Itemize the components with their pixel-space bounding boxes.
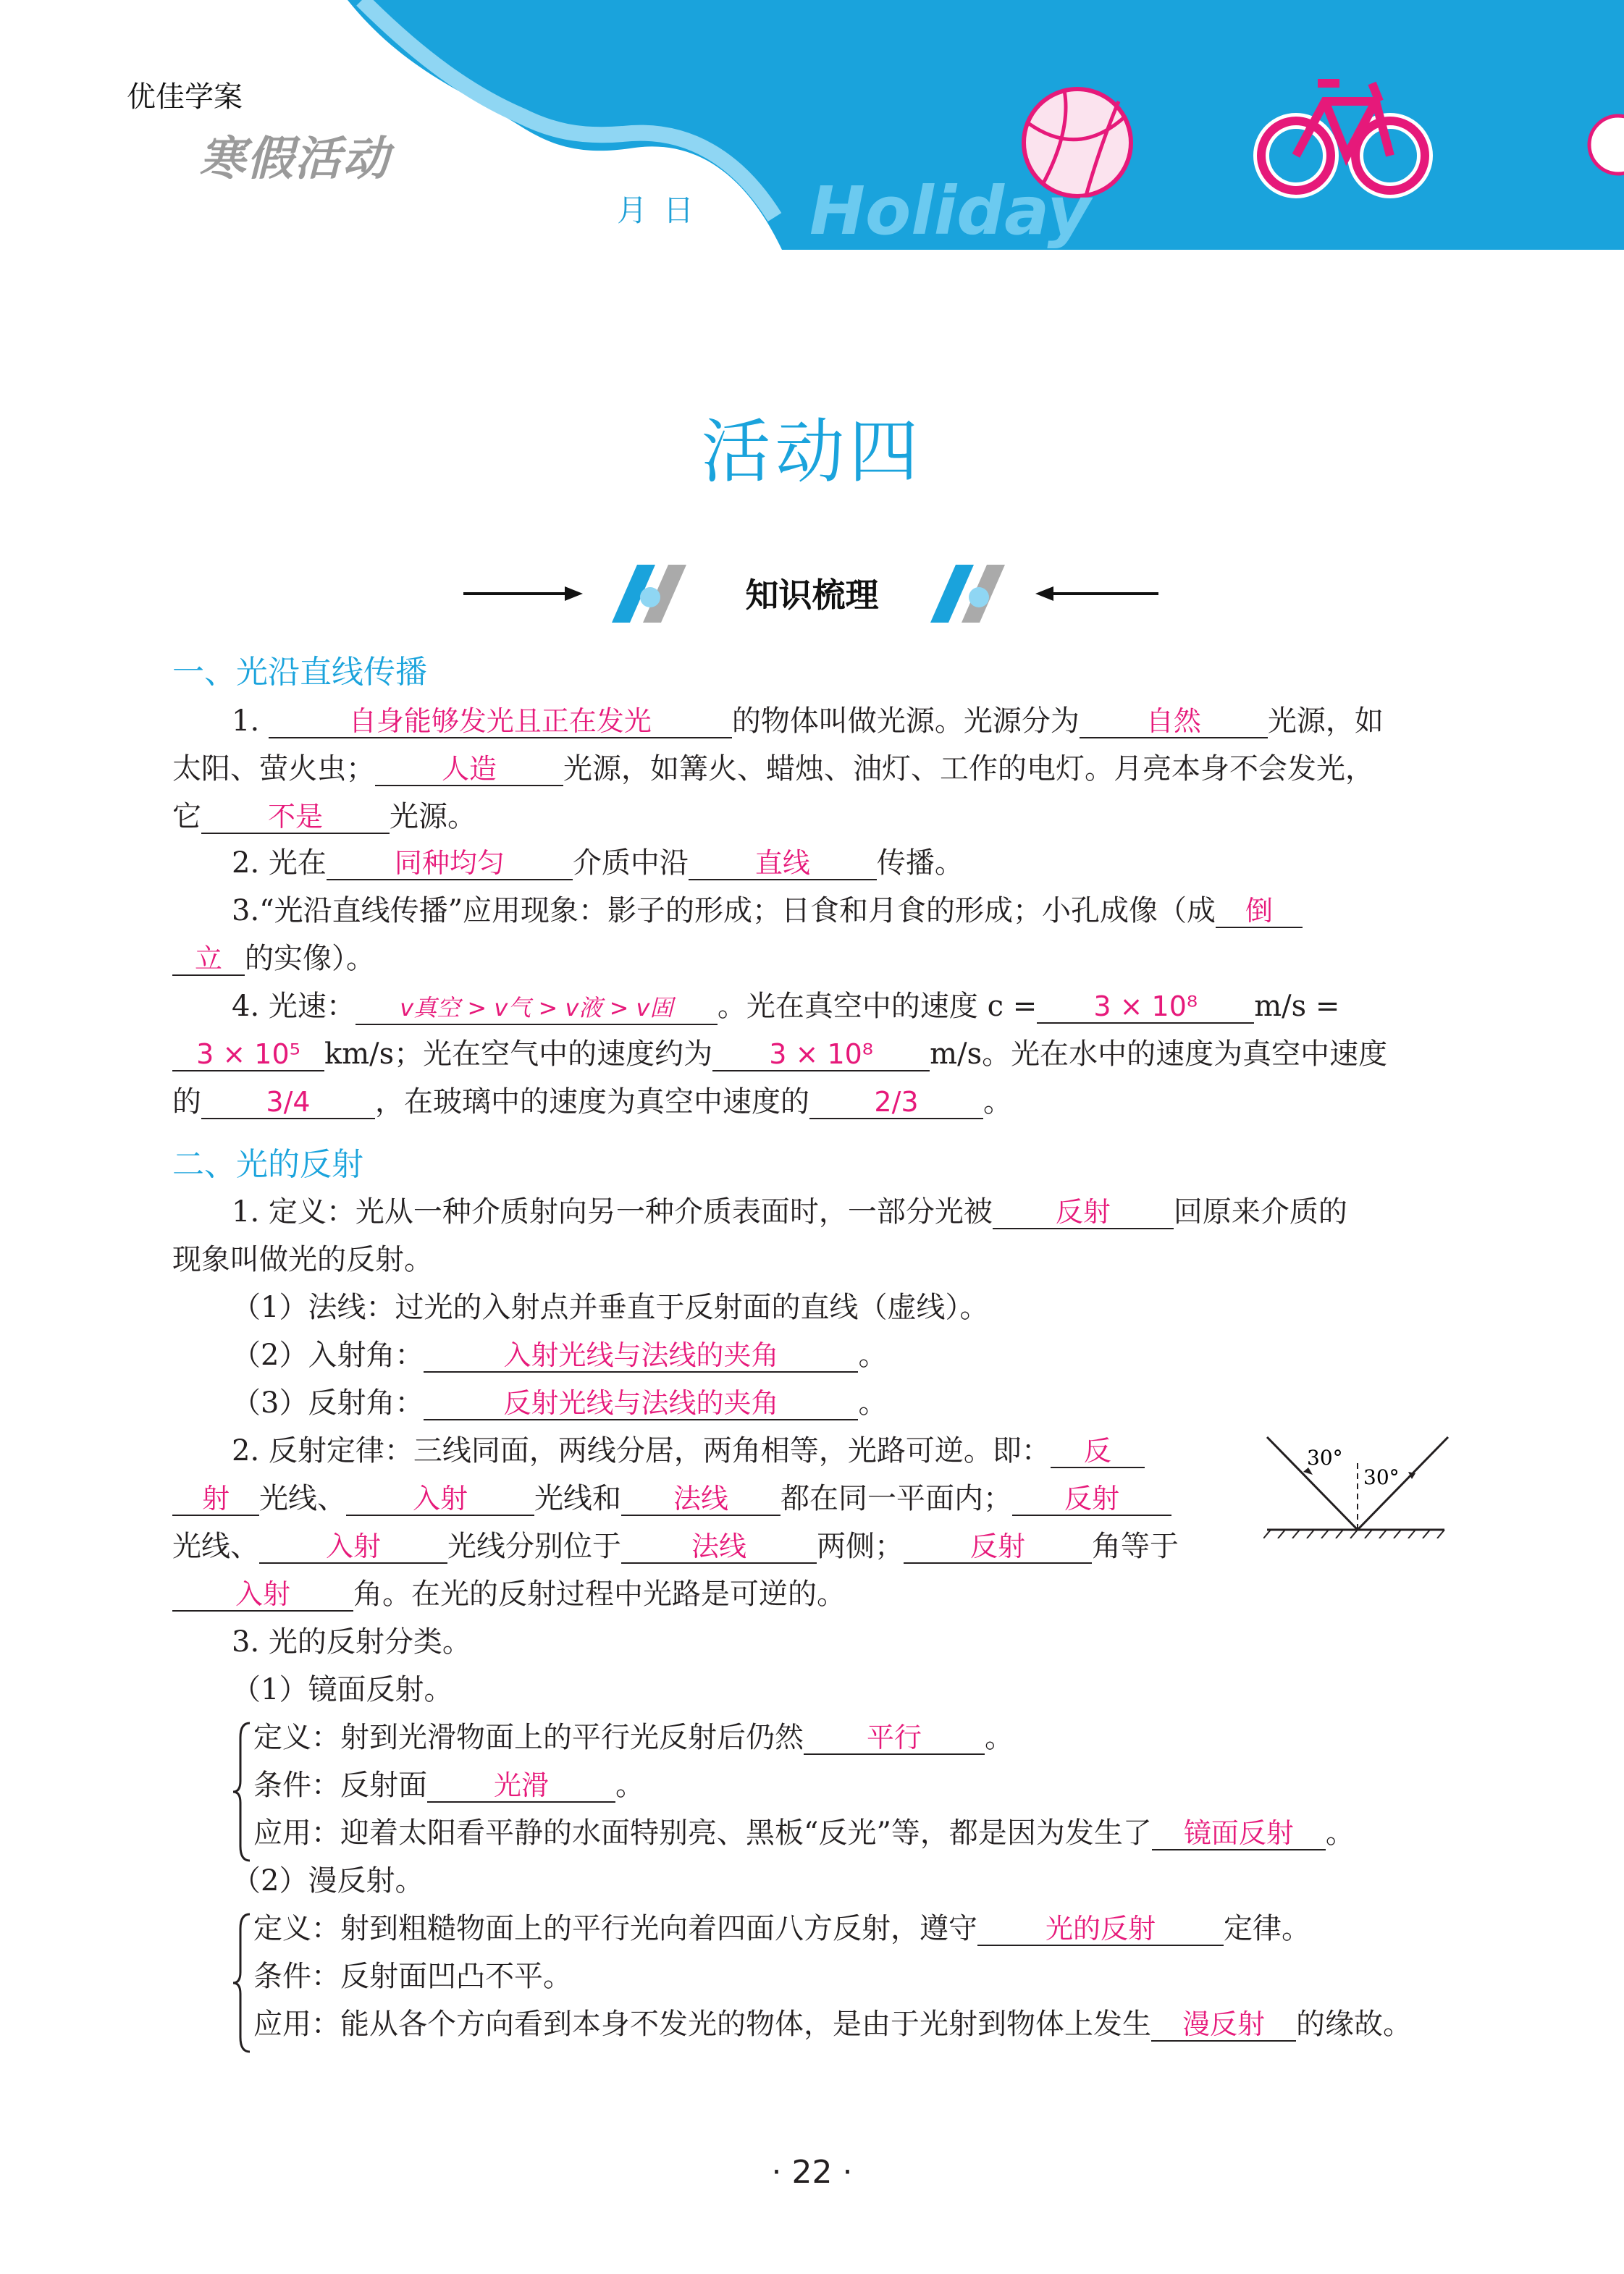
line-2-10: 3. 光的反射分类。 <box>232 1625 471 1659</box>
answer-blank: v真空 > v气 > v液 > v固 <box>355 992 718 1025</box>
line-1-4: 2. 光在 同种均匀 介质中沿 直线 传播。 <box>232 846 964 880</box>
answer-blank: 人造 <box>375 753 563 786</box>
answer-blank: 倒 <box>1216 895 1303 928</box>
page-title: 活动四 <box>701 411 923 492</box>
line-2-16: 定义：射到粗糙物面上的平行光向着四面八方反射，遵守 光的反射 定律。 <box>253 1912 1310 1945</box>
line-2-4: （2）入射角： 入射光线与法线的夹角 。 <box>232 1339 888 1372</box>
answer-blank: 反 <box>1051 1435 1145 1468</box>
answer-blank: 反射 <box>904 1530 1092 1564</box>
line-1-2: 太阳、萤火虫； 人造 光源，如篝火、蜡烛、油灯、工作的电灯。月亮本身不会发光， <box>172 752 1374 786</box>
line-2-12: 定义：射到光滑物面上的平行光反射后仍然 平行 。 <box>253 1721 1014 1754</box>
line-1-1: 1. 自身能够发光且正在发光 的物体叫做光源。光源分为 自然 光源，如 <box>232 704 1384 738</box>
line-2-8: 光线、 入射 光线分别位于 法线 两侧； 反射 角等于 <box>172 1530 1179 1563</box>
line-2-6: 2. 反射定律：三线同面，两线分居，两角相等，光路可逆。即： 反 <box>232 1433 1145 1468</box>
answer-blank: 法线 <box>621 1483 781 1516</box>
answer-blank: 3 × 10⁸ <box>712 1038 930 1071</box>
line-2-11: （1）镜面反射。 <box>232 1673 453 1706</box>
answer-blank: 漫反射 <box>1151 2008 1296 2042</box>
brace-diffuse <box>232 1911 253 2055</box>
answer-blank: 法线 <box>621 1530 817 1564</box>
line-2-7: 射 光线、 入射 光线和 法线 都在同一平面内； 反射 <box>172 1481 1171 1516</box>
answer-blank: 反射 <box>1012 1483 1171 1516</box>
line-2-5: （3）反射角： 反射光线与法线的夹角 。 <box>232 1386 888 1420</box>
brace-specular <box>232 1719 253 1864</box>
angle-label: 30° <box>1307 1446 1343 1470</box>
answer-blank: 镜面反射 <box>1152 1817 1326 1850</box>
answer-blank: 入射光线与法线的夹角 <box>424 1339 858 1373</box>
section-heading-1: 一、光沿直线传播 <box>172 654 427 691</box>
answer-blank: 自身能够发光且正在发光 <box>269 705 732 738</box>
answer-blank: 自然 <box>1080 705 1268 738</box>
line-2-3: （1）法线：过光的入射点并垂直于反射面的直线（虚线）。 <box>232 1291 989 1324</box>
line-2-15: （2）漫反射。 <box>232 1864 424 1898</box>
section-band-title: 知识梳理 <box>745 576 879 615</box>
line-1-9: 的 3/4 ，在玻璃中的速度为真空中速度的 2/3 。 <box>172 1085 1012 1119</box>
answer-blank: 同种均匀 <box>327 847 573 880</box>
answer-blank: 入射 <box>172 1578 353 1612</box>
line-2-17: 条件：反射面凹凸不平。 <box>253 1960 572 1993</box>
date-month: 月 <box>617 193 648 228</box>
answer-blank: 直线 <box>689 847 877 880</box>
holiday-wordmark: Holiday <box>809 172 1091 250</box>
answer-blank: 平行 <box>804 1722 985 1755</box>
line-2-18: 应用：能从各个方向看到本身不发光的物体，是由于光射到物体上发生 漫反射 的缘故。 <box>253 2008 1412 2041</box>
line-2-1: 1. 定义：光从一种介质射向另一种介质表面时，一部分光被 反射 回原来介质的 <box>232 1195 1347 1229</box>
answer-blank: 3 × 10⁸ <box>1037 990 1254 1024</box>
line-2-2: 现象叫做光的反射。 <box>172 1243 433 1276</box>
line-1-6: 立 的实像）。 <box>172 941 375 976</box>
answer-blank: 反射 <box>993 1196 1174 1229</box>
answer-blank: 入射 <box>346 1483 534 1516</box>
answer-blank: 3 × 10⁵ <box>172 1038 324 1071</box>
line-2-14: 应用：迎着太阳看平静的水面特别亮、黑板“反光”等，都是因为发生了 镜面反射 。 <box>253 1816 1355 1850</box>
answer-blank: 光滑 <box>427 1769 615 1803</box>
answer-blank: 立 <box>172 943 245 976</box>
line-2-9: 入射 角。在光的反射过程中光路是可逆的。 <box>172 1577 846 1612</box>
line-2-13: 条件：反射面 光滑 。 <box>253 1769 644 1802</box>
brand-series: 寒假活动 <box>199 132 390 186</box>
line-1-5: 3.“光沿直线传播”应用现象：影子的形成；日食和月食的形成；小孔成像（成 倒 <box>232 893 1303 928</box>
line-1-8: 3 × 10⁵ km/s；光在空气中的速度约为 3 × 10⁸ m/s。光在水中的速度为真空中速度 <box>172 1037 1387 1071</box>
answer-blank: 不是 <box>201 801 390 834</box>
answer-blank: 2/3 <box>809 1086 983 1119</box>
answer-blank: 光的反射 <box>977 1913 1224 1946</box>
page-number: · 22 · <box>771 2154 853 2191</box>
line-1-7: 4. 光速： v真空 > v气 > v液 > v固 。光在真空中的速度 c = 3 × 10⁸ m/s = <box>232 989 1339 1025</box>
brand-name: 优佳学案 <box>127 80 243 114</box>
line-1-3: 它 不是 光源。 <box>172 800 476 833</box>
section-heading-2: 二、光的反射 <box>172 1146 363 1183</box>
answer-blank: 反射光线与法线的夹角 <box>424 1387 858 1420</box>
angle-label: 30° <box>1363 1465 1400 1489</box>
answer-blank: 射 <box>172 1483 259 1516</box>
reflection-diagram <box>1263 1430 1452 1538</box>
answer-blank: 入射 <box>259 1530 447 1564</box>
answer-blank: 3/4 <box>201 1086 375 1119</box>
date-day: 日 <box>663 193 694 228</box>
